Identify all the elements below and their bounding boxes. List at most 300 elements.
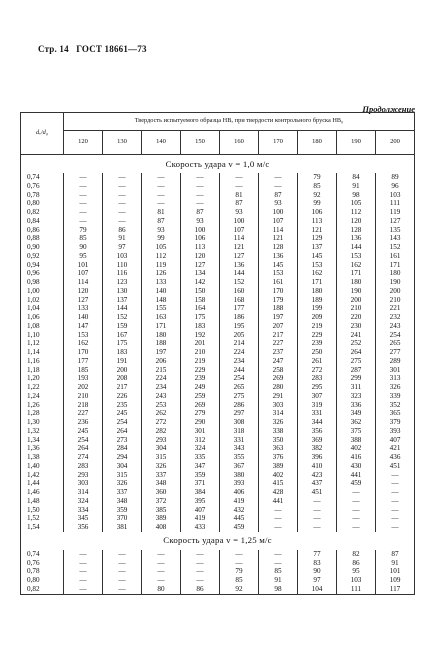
hardness-cell: 229 <box>181 366 220 375</box>
hardness-cell: 162 <box>64 339 103 348</box>
table-row <box>21 287 415 296</box>
hardness-cell: 313 <box>376 374 415 383</box>
hardness-cell: 87 <box>142 217 181 226</box>
hardness-cell: 261 <box>298 357 337 366</box>
hardness-cell: 120 <box>64 287 103 296</box>
hardness-cell: 243 <box>142 392 181 401</box>
column-header-hb: 160 <box>220 131 259 155</box>
hardness-cell: 297 <box>220 409 259 418</box>
hardness-cell: — <box>220 173 259 182</box>
hardness-cell: 83 <box>298 559 337 568</box>
hardness-cell: 214 <box>220 339 259 348</box>
table-row <box>21 550 415 559</box>
hardness-cell: 201 <box>181 339 220 348</box>
table-row <box>21 191 415 200</box>
table-row <box>21 208 415 217</box>
table-row <box>21 559 415 568</box>
hardness-cell: — <box>337 514 376 523</box>
section-title: Скорость удара v = 1,25 м/с <box>21 532 415 550</box>
hardness-cell: 152 <box>103 313 142 322</box>
hardness-cell: 459 <box>337 479 376 488</box>
hardness-cell: 402 <box>259 471 298 480</box>
hardness-cell: 347 <box>181 462 220 471</box>
hardness-cell: 79 <box>64 226 103 235</box>
d-ratio-cell: 1,44 <box>21 479 64 488</box>
hardness-cell: 158 <box>181 296 220 305</box>
hardness-cell: 128 <box>337 226 376 235</box>
hardness-cell: 145 <box>259 261 298 270</box>
table-row <box>21 278 415 287</box>
d-ratio-cell: 0,92 <box>21 252 64 261</box>
hardness-cell: 197 <box>142 348 181 357</box>
d-ratio-cell: 0,74 <box>21 550 64 559</box>
hardness-cell: 227 <box>64 409 103 418</box>
hardness-cell: — <box>337 523 376 532</box>
hardness-cell: 137 <box>298 243 337 252</box>
hardness-cell: 419 <box>220 497 259 506</box>
table-row <box>21 226 415 235</box>
page-number: Стр. 14 <box>38 44 69 54</box>
hardness-cell: 355 <box>220 453 259 462</box>
hardness-cell: 402 <box>337 444 376 453</box>
hardness-cell: 101 <box>64 261 103 270</box>
hardness-cell: 109 <box>376 576 415 585</box>
hardness-cell: 144 <box>103 304 142 313</box>
hardness-cell: 344 <box>298 418 337 427</box>
hardness-cell: 87 <box>259 191 298 200</box>
hardness-cell: 119 <box>142 261 181 270</box>
hardness-cell: 264 <box>337 348 376 357</box>
hardness-cell: 87 <box>181 208 220 217</box>
hardness-cell: — <box>181 173 220 182</box>
hardness-cell: 239 <box>298 339 337 348</box>
table-row <box>21 348 415 357</box>
hardness-cell: 153 <box>337 252 376 261</box>
d-ratio-cell: 1,14 <box>21 348 64 357</box>
hardness-cell: — <box>181 199 220 208</box>
hardness-cell: 428 <box>259 488 298 497</box>
hardness-cell: 89 <box>376 173 415 182</box>
hardness-cell: — <box>259 523 298 532</box>
d-ratio-cell: 0,84 <box>21 217 64 226</box>
hardness-cell: 331 <box>298 409 337 418</box>
hardness-cell: 259 <box>181 392 220 401</box>
d-ratio-cell: 1,00 <box>21 287 64 296</box>
hardness-cell: 171 <box>298 278 337 287</box>
hardness-cell: 160 <box>220 287 259 296</box>
hardness-cell: 117 <box>376 585 415 594</box>
hardness-cell: 107 <box>220 226 259 235</box>
hardness-cell: 86 <box>337 559 376 568</box>
d-ratio-cell: 1,18 <box>21 366 64 375</box>
table-row <box>21 523 415 532</box>
hardness-cell: 84 <box>337 173 376 182</box>
hardness-cell: 85 <box>220 576 259 585</box>
hardness-cell: — <box>181 550 220 559</box>
hardness-cell: 116 <box>103 269 142 278</box>
hardness-cell: — <box>259 559 298 568</box>
hardness-cell: 93 <box>259 199 298 208</box>
hardness-cell: 153 <box>259 269 298 278</box>
hardness-cell: 77 <box>298 550 337 559</box>
hardness-cell: 380 <box>220 471 259 480</box>
hardness-cell: 250 <box>298 348 337 357</box>
hardness-cell: 164 <box>181 304 220 313</box>
hardness-cell: 445 <box>220 514 259 523</box>
hardness-cell: 91 <box>259 576 298 585</box>
hardness-cell: 326 <box>376 383 415 392</box>
table-row <box>21 243 415 252</box>
hardness-cell: 229 <box>298 331 337 340</box>
hardness-cell: 254 <box>64 436 103 445</box>
hardness-cell: 128 <box>259 243 298 252</box>
hardness-cell: 376 <box>259 453 298 462</box>
hardness-cell: 112 <box>337 208 376 217</box>
hardness-cell: 372 <box>142 497 181 506</box>
hardness-cell: 103 <box>376 191 415 200</box>
table-row <box>21 401 415 410</box>
hardness-cell: — <box>337 488 376 497</box>
d-ratio-cell: 1,26 <box>21 401 64 410</box>
column-header-hb: 170 <box>259 131 298 155</box>
hardness-cell: 79 <box>298 173 337 182</box>
hardness-cell: 217 <box>259 331 298 340</box>
hardness-cell: 416 <box>337 453 376 462</box>
hardness-cell: 241 <box>337 331 376 340</box>
hardness-cell: 254 <box>103 418 142 427</box>
d-ratio-cell: 1,28 <box>21 409 64 418</box>
hardness-cell: — <box>103 208 142 217</box>
hardness-cell: 283 <box>298 374 337 383</box>
table-row <box>21 383 415 392</box>
hardness-cell: 389 <box>259 462 298 471</box>
hardness-cell: 90 <box>64 243 103 252</box>
hardness-cell: 171 <box>376 261 415 270</box>
hardness-cell: 190 <box>376 278 415 287</box>
hardness-cell: 384 <box>181 488 220 497</box>
hardness-cell: 432 <box>220 506 259 515</box>
hardness-cell: 324 <box>64 497 103 506</box>
hardness-cell: — <box>220 559 259 568</box>
table-row <box>21 488 415 497</box>
hardness-cell: 114 <box>220 234 259 243</box>
table-row <box>21 462 415 471</box>
d-ratio-cell: 0,80 <box>21 199 64 208</box>
hardness-cell: 407 <box>376 436 415 445</box>
hardness-cell: 279 <box>181 409 220 418</box>
hardness-cell: — <box>142 559 181 568</box>
hardness-cell: — <box>64 191 103 200</box>
d-ratio-cell: 1,10 <box>21 331 64 340</box>
hardness-cell: 105 <box>337 199 376 208</box>
hardness-cell: 143 <box>376 234 415 243</box>
hardness-cell: 92 <box>298 191 337 200</box>
hardness-cell: 106 <box>181 234 220 243</box>
hardness-cell: 230 <box>337 322 376 331</box>
d-ratio-cell: 0,90 <box>21 243 64 252</box>
hardness-cell: 335 <box>181 453 220 462</box>
table-row <box>21 506 415 515</box>
hardness-cell: 304 <box>142 444 181 453</box>
hardness-cell: 441 <box>259 497 298 506</box>
hardness-cell: 200 <box>337 296 376 305</box>
hardness-cell: 86 <box>181 585 220 594</box>
hardness-cell: 396 <box>298 453 337 462</box>
hardness-cell: 185 <box>64 366 103 375</box>
hardness-cell: 269 <box>259 374 298 383</box>
hardness-cell: 269 <box>181 401 220 410</box>
d-ratio-cell: 0,78 <box>21 567 64 576</box>
d-ratio-cell: 1,36 <box>21 444 64 453</box>
hardness-cell: — <box>142 567 181 576</box>
hardness-cell: 239 <box>181 374 220 383</box>
hardness-cell: 385 <box>142 506 181 515</box>
d-ratio-cell: 1,08 <box>21 322 64 331</box>
hardness-cell: 175 <box>103 339 142 348</box>
hardness-cell: 220 <box>337 313 376 322</box>
hardness-cell: 314 <box>64 488 103 497</box>
hardness-cell: 219 <box>181 357 220 366</box>
hardness-cell: 459 <box>220 523 259 532</box>
table-row <box>21 427 415 436</box>
hardness-cell: — <box>220 550 259 559</box>
hardness-cell: 100 <box>220 217 259 226</box>
hardness-cell: 123 <box>103 278 142 287</box>
hardness-cell: 121 <box>259 234 298 243</box>
table-row <box>21 392 415 401</box>
hardness-cell: — <box>103 191 142 200</box>
hardness-cell: 100 <box>181 226 220 235</box>
hardness-cell: 381 <box>103 523 142 532</box>
hardness-cell: 265 <box>376 339 415 348</box>
table-row <box>21 444 415 453</box>
hardness-cell: 349 <box>337 409 376 418</box>
d-ratio-cell: 0,82 <box>21 208 64 217</box>
hardness-cell: — <box>103 182 142 191</box>
hardness-cell: 227 <box>259 339 298 348</box>
hardness-cell: 247 <box>259 357 298 366</box>
hardness-cell: 294 <box>103 453 142 462</box>
hardness-cell: 127 <box>220 252 259 261</box>
hardness-cell: 191 <box>103 357 142 366</box>
hardness-cell: 249 <box>181 383 220 392</box>
hardness-cell: 236 <box>64 418 103 427</box>
hardness-cell: 299 <box>337 374 376 383</box>
hardness-cell: 80 <box>142 585 181 594</box>
hardness-cell: 293 <box>64 471 103 480</box>
hardness-cell: 224 <box>220 348 259 357</box>
column-header-hb: 150 <box>181 131 220 155</box>
hardness-cell: 195 <box>220 322 259 331</box>
hardness-cell: 315 <box>103 471 142 480</box>
hardness-cell: 111 <box>376 199 415 208</box>
d-ratio-cell: 1,50 <box>21 506 64 515</box>
hardness-cell: 219 <box>298 322 337 331</box>
hardness-cell: — <box>220 182 259 191</box>
hardness-cell: 161 <box>376 252 415 261</box>
table-row <box>21 217 415 226</box>
hardness-cell: 437 <box>298 479 337 488</box>
hardness-cell: 359 <box>181 471 220 480</box>
hardness-cell: 104 <box>298 585 337 594</box>
hardness-cell: 258 <box>259 366 298 375</box>
hardness-cell: 352 <box>376 401 415 410</box>
hardness-cell: 134 <box>181 269 220 278</box>
hardness-cell: 112 <box>142 252 181 261</box>
section-title-row <box>21 532 415 550</box>
d-ratio-cell: 0,76 <box>21 559 64 568</box>
hardness-cell: 186 <box>220 313 259 322</box>
hardness-cell: 130 <box>103 287 142 296</box>
hardness-cell: 234 <box>220 357 259 366</box>
hardness-cell: 144 <box>337 243 376 252</box>
hardness-cell: 275 <box>337 357 376 366</box>
d-ratio-cell: 0,80 <box>21 576 64 585</box>
hardness-cell: 152 <box>376 243 415 252</box>
hardness-cell: 382 <box>298 444 337 453</box>
hardness-cell: 319 <box>298 401 337 410</box>
table-row <box>21 199 415 208</box>
hardness-cell: 79 <box>220 567 259 576</box>
table-row <box>21 576 415 585</box>
hardness-cell: — <box>142 191 181 200</box>
hardness-cell: 408 <box>142 523 181 532</box>
hardness-cell: 287 <box>337 366 376 375</box>
hardness-cell: 189 <box>298 296 337 305</box>
hardness-cell: 254 <box>376 331 415 340</box>
column-header-hb: 200 <box>376 131 415 155</box>
hardness-cell: 85 <box>64 234 103 243</box>
hardness-cell: 277 <box>376 348 415 357</box>
hardness-cell: 190 <box>337 287 376 296</box>
hardness-cell: 326 <box>142 462 181 471</box>
hardness-cell: — <box>103 217 142 226</box>
table-row <box>21 234 415 243</box>
hardness-cell: — <box>259 514 298 523</box>
hardness-cell: 365 <box>376 409 415 418</box>
hardness-cell: 210 <box>64 392 103 401</box>
hardness-cell: — <box>376 479 415 488</box>
d-ratio-cell: 1,52 <box>21 514 64 523</box>
hardness-cell: 339 <box>376 392 415 401</box>
hardness-cell: — <box>64 559 103 568</box>
d-ratio-cell: 1,12 <box>21 339 64 348</box>
hardness-cell: 283 <box>64 462 103 471</box>
continuation-label: Продолжение <box>362 104 415 114</box>
hardness-cell: — <box>103 567 142 576</box>
hardness-cell: 103 <box>337 576 376 585</box>
hardness-cell: 253 <box>142 401 181 410</box>
table-row <box>21 585 415 594</box>
table-row <box>21 374 415 383</box>
hardness-cell: 245 <box>103 409 142 418</box>
hardness-cell: 407 <box>181 506 220 515</box>
hardness-cell: 389 <box>142 514 181 523</box>
hardness-cell: — <box>376 471 415 480</box>
hardness-cell: 96 <box>376 182 415 191</box>
hardness-cell: 334 <box>64 506 103 515</box>
hardness-cell: 127 <box>181 261 220 270</box>
hardness-cell: 177 <box>64 357 103 366</box>
d-ratio-cell: 1,16 <box>21 357 64 366</box>
hardness-cell: 406 <box>220 488 259 497</box>
hardness-cell: 133 <box>64 304 103 313</box>
hardness-cell: 210 <box>337 304 376 313</box>
hardness-cell: 326 <box>259 418 298 427</box>
table-row <box>21 261 415 270</box>
hardness-cell: 140 <box>64 313 103 322</box>
hardness-cell: — <box>259 173 298 182</box>
hardness-cell: 113 <box>298 217 337 226</box>
hardness-cell: 114 <box>259 226 298 235</box>
hardness-cell: 244 <box>220 366 259 375</box>
hardness-cell: — <box>298 523 337 532</box>
hardness-cell: 133 <box>142 278 181 287</box>
hardness-cell: 290 <box>181 418 220 427</box>
hardness-cell: — <box>376 488 415 497</box>
hardness-cell: 162 <box>298 269 337 278</box>
hardness-cell: 153 <box>64 331 103 340</box>
hardness-table <box>20 112 415 595</box>
hardness-cell: 348 <box>103 497 142 506</box>
hardness-cell: 393 <box>220 479 259 488</box>
hardness-cell: 451 <box>376 462 415 471</box>
section-title-row <box>21 155 415 174</box>
hardness-cell: 111 <box>337 585 376 594</box>
column-header-hb: 130 <box>103 131 142 155</box>
hardness-cell: — <box>259 550 298 559</box>
hardness-cell: 121 <box>220 243 259 252</box>
hardness-cell: 137 <box>103 296 142 305</box>
hardness-cell: 199 <box>298 304 337 313</box>
hardness-cell: 221 <box>376 304 415 313</box>
hardness-cell: 209 <box>298 313 337 322</box>
hardness-cell: 85 <box>259 567 298 576</box>
hardness-cell: 205 <box>220 331 259 340</box>
hardness-cell: 324 <box>181 444 220 453</box>
hardness-cell: 301 <box>376 366 415 375</box>
hardness-cell: 436 <box>376 453 415 462</box>
hardness-cell: 82 <box>337 550 376 559</box>
hardness-cell: 208 <box>103 374 142 383</box>
hardness-cell: 234 <box>142 383 181 392</box>
hardness-cell: 441 <box>337 471 376 480</box>
hardness-cell: 175 <box>181 313 220 322</box>
hardness-cell: 293 <box>142 436 181 445</box>
d-ratio-cell: 0,98 <box>21 278 64 287</box>
hardness-cell: 371 <box>181 479 220 488</box>
d-ratio-cell: 0,82 <box>21 585 64 594</box>
hardness-cell: 369 <box>298 436 337 445</box>
d-ratio-cell: 1,06 <box>21 313 64 322</box>
d-ratio-cell: 0,88 <box>21 234 64 243</box>
hardness-cell: 210 <box>376 296 415 305</box>
hardness-cell: 343 <box>220 444 259 453</box>
table-body <box>21 155 415 595</box>
d-ratio-cell: 1,34 <box>21 436 64 445</box>
hardness-cell: 362 <box>337 418 376 427</box>
hardness-cell: 93 <box>142 226 181 235</box>
hardness-cell: 163 <box>142 313 181 322</box>
hardness-cell: 127 <box>64 296 103 305</box>
hardness-cell: 421 <box>376 444 415 453</box>
hardness-cell: 252 <box>337 339 376 348</box>
hardness-cell: — <box>103 199 142 208</box>
hardness-cell: 97 <box>298 576 337 585</box>
hardness-cell: 107 <box>64 269 103 278</box>
hardness-cell: 419 <box>181 514 220 523</box>
hardness-cell: 415 <box>259 479 298 488</box>
